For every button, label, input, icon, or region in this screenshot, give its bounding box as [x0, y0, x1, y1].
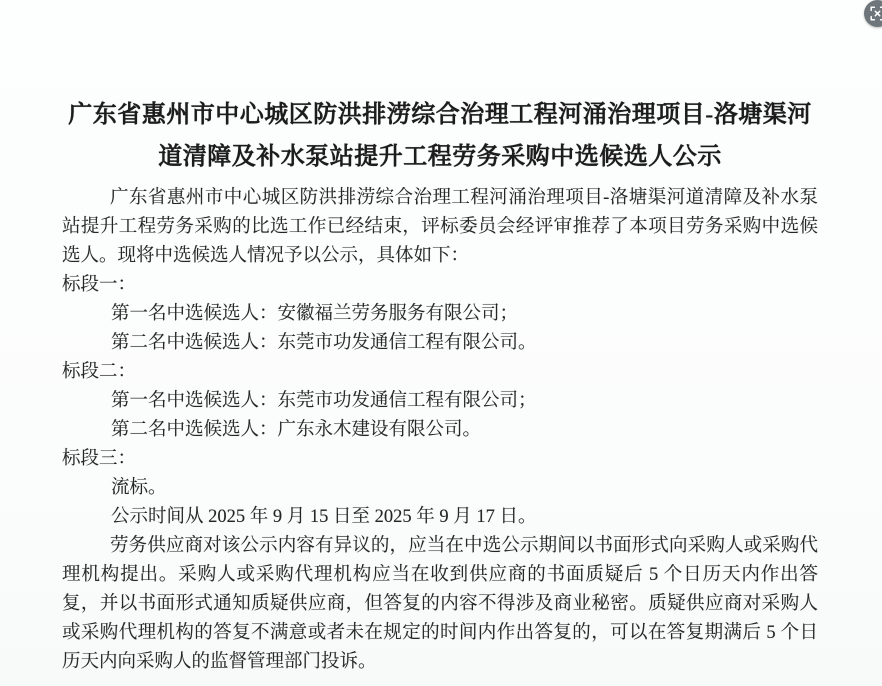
- fullscreen-capture-button[interactable]: [864, 0, 882, 27]
- announcement-document: [62, 0, 818, 677]
- title-line-2: 道清障及补水泵站提升工程劳务采购中选候选人公示: [158, 144, 722, 170]
- fullscreen-capture-icon: [870, 6, 882, 21]
- candidate-line: 第一名中选候选人：东莞市功发通信工程有限公司；: [111, 391, 537, 411]
- publicity-period-line: 公示时间从 2025 年 9 月 15 日至 2025 年 9 月 17 日。: [111, 507, 537, 527]
- objection-paragraph: 劳务供应商对该公示内容有异议的，应当在中选公示期间以书面形式向采购人或采购代理机构提出。采购人或采购代理机构应当在收到供应商的书面质疑后 5 个日历天内作出答复，并以书面形式通知质疑供应商，但答复的内容不得涉及商业秘密。质疑供应商对采购人或采购代理机构的答复不满意或者未在规定的时间内作出答复的，可以在答复期满后 5 个日历天内向采购人的监督管理部门投诉。: [62, 536, 818, 672]
- page-title: [62, 94, 818, 178]
- no-bid-line: 流标。: [111, 478, 167, 498]
- candidate-line: 第二名中选候选人：东莞市功发通信工程有限公司。: [111, 333, 537, 353]
- section-label: 标段一：: [62, 275, 137, 295]
- intro-paragraph: 广东省惠州市中心城区防洪排涝综合治理工程河涌治理项目-洛塘渠河道清障及补水泵站提升工程劳务采购的比选工作已经结束，评标委员会经评审推荐了本项目劳务采购中选候选人。现将中选候选人情况予以公示，具体如下：: [62, 188, 818, 266]
- section-block-2: [62, 358, 818, 445]
- section-block-3: [62, 445, 818, 503]
- title-line-1: 广东省惠州市中心城区防洪排涝综合治理工程河涌治理项目-洛塘渠河: [68, 102, 812, 128]
- section-label: 标段二：: [62, 362, 137, 382]
- section-label: 标段三：: [62, 449, 137, 469]
- candidate-line: 第二名中选候选人：广东永木建设有限公司。: [111, 420, 482, 440]
- section-block-1: [62, 271, 818, 358]
- candidate-line: 第一名中选候选人：安徽福兰劳务服务有限公司；: [111, 304, 519, 324]
